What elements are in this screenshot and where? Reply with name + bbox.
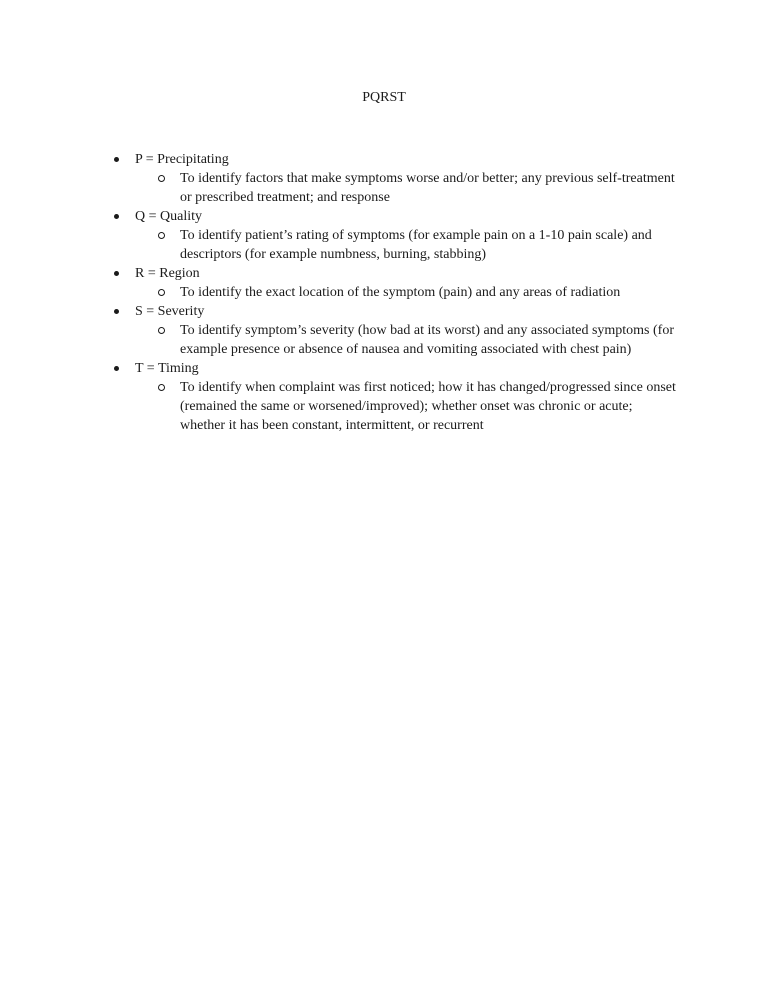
bullet-icon (114, 157, 119, 162)
circle-bullet-icon (158, 327, 165, 334)
page-title: PQRST (362, 90, 406, 105)
list-item (90, 150, 678, 207)
subitem-text: To identify the exact location of the symptom (pain) and any areas of radiation (180, 285, 621, 300)
subitem-text: To identify when complaint was first noticed; how it has changed/progressed since onset (remained the same or worsened/improved); whether onset was chronic or acute; whether it has been constant, intermittent, or recurrent (180, 380, 676, 433)
list-item-label (90, 359, 678, 378)
item-label-text: R = Region (135, 266, 200, 281)
circle-bullet-icon (158, 232, 165, 239)
list-subitem (90, 226, 678, 264)
item-label-text: T = Timing (135, 361, 199, 376)
bullet-icon (114, 366, 119, 371)
list-item-label (90, 150, 678, 169)
list-subitem (90, 283, 678, 302)
circle-bullet-icon (158, 289, 165, 296)
bullet-icon (114, 309, 119, 314)
pqrst-list (90, 150, 678, 435)
bullet-icon (114, 271, 119, 276)
item-label-text: S = Severity (135, 304, 205, 319)
subitem-text: To identify symptom’s severity (how bad at its worst) and any associated symptoms (for example presence or absence of nausea and vomiting associated with chest pain) (180, 323, 674, 357)
circle-bullet-icon (158, 175, 165, 182)
item-label-text: Q = Quality (135, 209, 202, 224)
item-label-text: P = Precipitating (135, 152, 229, 167)
list-subitem (90, 378, 678, 435)
list-item-label (90, 264, 678, 283)
list-subitem (90, 321, 678, 359)
bullet-icon (114, 214, 119, 219)
circle-bullet-icon (158, 384, 165, 391)
list-item (90, 302, 678, 359)
list-item-label (90, 207, 678, 226)
subitem-text: To identify patient’s rating of symptoms (for example pain on a 1-10 pain scale) and descriptors (for example numbness, burning, stabbing) (180, 228, 652, 262)
list-subitem (90, 169, 678, 207)
list-item (90, 264, 678, 302)
subitem-text: To identify factors that make symptoms worse and/or better; any previous self-treatment or prescribed treatment; and response (180, 171, 675, 205)
list-item-label (90, 302, 678, 321)
list-item (90, 207, 678, 264)
list-item (90, 359, 678, 435)
